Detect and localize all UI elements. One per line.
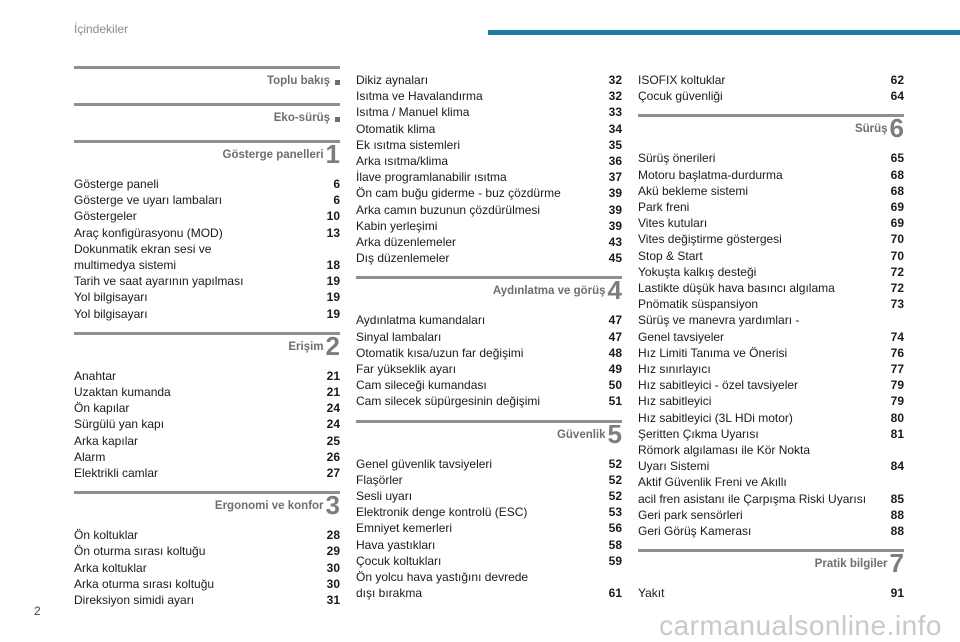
toc-entry[interactable] (638, 199, 904, 215)
toc-entry-page: 35 (608, 137, 622, 152)
toc-entry[interactable] (356, 185, 622, 201)
toc-entry[interactable] (74, 384, 340, 400)
toc-entry-text: Cam silecek süpürgesinin değişimi (356, 394, 541, 409)
toc-entry[interactable] (74, 400, 340, 416)
toc-entry-text: Aydınlatma kumandaları (356, 313, 486, 328)
toc-entry[interactable] (638, 523, 904, 539)
toc-entry-text: Otomatik klima (356, 121, 436, 136)
toc-entry[interactable] (74, 449, 340, 465)
toc-entry-page: 33 (608, 105, 622, 120)
toc-entry-page: 53 (608, 505, 622, 520)
toc-entry-text: Vites değiştirme göstergesi (638, 232, 782, 247)
toc-entry[interactable] (638, 426, 904, 442)
section-header (638, 114, 904, 147)
toc-column-1 (74, 66, 340, 618)
toc-entry[interactable] (74, 465, 340, 481)
section-header (74, 103, 340, 130)
section-title: Sürüş (854, 123, 888, 136)
toc-entry-page: 72 (890, 281, 904, 296)
toc-entry[interactable] (356, 250, 622, 266)
toc-entry-text: Direksiyon simidi ayarı (74, 593, 195, 608)
toc-entry[interactable] (74, 289, 340, 305)
toc-entry[interactable] (638, 88, 904, 104)
toc-entry-text: acil fren asistanı ile Çarpışma Riski Uyarısı (638, 491, 867, 506)
toc-section (638, 114, 904, 539)
toc-entry-page: 30 (326, 560, 340, 575)
toc-entry-page: 28 (326, 528, 340, 543)
toc-section (356, 72, 622, 266)
toc-entry-text: Sesli uyarı (356, 489, 413, 504)
section-number: 1 (325, 139, 340, 169)
toc-entry[interactable] (74, 592, 340, 608)
toc-entry[interactable] (638, 215, 904, 231)
toc-entry-page: 51 (608, 394, 622, 409)
toc-entry-text: Flaşörler (356, 472, 403, 487)
toc-entry-page: 37 (608, 170, 622, 185)
toc-entry[interactable] (356, 169, 622, 185)
toc-entry-text: Gösterge ve uyarı lambaları (74, 193, 223, 208)
toc-entry[interactable] (74, 576, 340, 592)
toc-entry[interactable] (638, 329, 904, 345)
toc-entry[interactable] (356, 585, 622, 601)
toc-entry-text: Dokunmatik ekran sesi ve (74, 241, 212, 256)
toc-entry-page: 13 (326, 225, 340, 240)
toc-entry-text: Pnömatik süspansiyon (638, 297, 759, 312)
section-title: Ergonomi ve konfor (214, 500, 324, 513)
toc-entry-text: Tarih ve saat ayarının yapılması (74, 274, 244, 289)
toc-entry-text: Cam sileceği kumandası (356, 378, 487, 393)
toc-entry-text: Uzaktan kumanda (74, 385, 171, 400)
toc-entry-text: Ön oturma sırası koltuğu (74, 544, 206, 559)
toc-entry-page: 6 (333, 193, 340, 208)
toc-entry-text: Ek ısıtma sistemleri (356, 137, 461, 152)
toc-section (74, 140, 340, 322)
toc-entry-page: 19 (326, 274, 340, 289)
toc-entry-page: 10 (326, 209, 340, 224)
toc-section (356, 276, 622, 409)
toc-entry[interactable] (356, 345, 622, 361)
section-header (74, 491, 340, 524)
toc-entry-page: 65 (890, 151, 904, 166)
toc-entry-page: 68 (890, 167, 904, 182)
toc-entry-text: Alarm (74, 449, 106, 464)
toc-entry[interactable] (74, 368, 340, 384)
toc-entry[interactable] (356, 202, 622, 218)
toc-entry-text: Ön cam buğu giderme - buz çözdürme (356, 186, 561, 201)
toc-entry[interactable] (638, 167, 904, 183)
toc-entry-text: Şeritten Çıkma Uyarısı (638, 426, 759, 441)
toc-entry-text: Hız sabitleyici - özel tavsiyeler (638, 378, 799, 393)
toc-entry[interactable] (356, 88, 622, 104)
toc-entry-page: 68 (890, 183, 904, 198)
toc-entry[interactable] (638, 361, 904, 377)
toc-entry-text: dışı bırakma (356, 586, 423, 601)
toc-entry-text: Kabin yerleşimi (356, 218, 438, 233)
toc-entry[interactable] (74, 208, 340, 224)
toc-entry[interactable] (356, 104, 622, 120)
toc-entry-page: 47 (608, 313, 622, 328)
toc-entry-page: 32 (608, 89, 622, 104)
toc-entry[interactable] (638, 183, 904, 199)
toc-entry[interactable] (74, 273, 340, 289)
toc-entry-text: Ön kapılar (74, 401, 130, 416)
toc-entry-text: Hız sınırlayıcı (638, 362, 711, 377)
toc-entry-text: Geri park sensörleri (638, 507, 743, 522)
toc-entry-text: Araç konfigürasyonu (MOD) (74, 225, 223, 240)
toc-entry-page: 39 (608, 186, 622, 201)
toc-entry-page: 88 (890, 507, 904, 522)
toc-entry-page: 61 (608, 586, 622, 601)
toc-entry-text: Ön yolcu hava yastığını devrede (356, 570, 529, 585)
toc-entry-text: Römork algılaması ile Kör Nokta (638, 443, 811, 458)
toc-entry-page: 47 (608, 329, 622, 344)
toc-entry-page: 69 (890, 200, 904, 215)
toc-entry-text: Isıtma ve Havalandırma (356, 89, 483, 104)
toc-entry-text: Dikiz aynaları (356, 73, 429, 87)
toc-entry[interactable] (638, 491, 904, 507)
toc-entry[interactable] (638, 280, 904, 296)
toc-entry-text: Hava yastıkları (356, 537, 436, 552)
toc-entry-text: Yol bilgisayarı (74, 306, 148, 321)
toc-entry-text: Arka düzenlemeler (356, 235, 457, 250)
toc-entry[interactable] (356, 72, 622, 88)
toc-entry-page: 19 (326, 290, 340, 305)
toc-entry-text: Emniyet kemerleri (356, 521, 453, 536)
toc-entry[interactable] (356, 137, 622, 153)
toc-entry[interactable] (356, 553, 622, 569)
toc-entry[interactable] (74, 241, 340, 257)
toc-entry-page: 36 (608, 154, 622, 169)
toc-entry-page: 72 (890, 264, 904, 279)
toc-entry-text: Sürgülü yan kapı (74, 417, 165, 432)
section-title: Toplu bakış (266, 75, 330, 87)
section-number: 6 (889, 113, 904, 144)
toc-section (356, 420, 622, 602)
toc-entry[interactable] (638, 458, 904, 474)
section-title: Gösterge panelleri (222, 149, 324, 161)
toc-entry[interactable] (356, 361, 622, 377)
section-number: 4 (607, 275, 622, 306)
toc-entry-text: Geri Görüş Kamerası (638, 524, 752, 539)
header-title: İçindekiler (74, 22, 129, 36)
section-header (356, 420, 622, 453)
section-header (74, 66, 340, 93)
toc-entry-text: Uyarı Sistemi (638, 459, 710, 474)
toc-entry[interactable] (356, 520, 622, 536)
toc-entry[interactable] (356, 329, 622, 345)
section-number: 2 (325, 330, 340, 361)
toc-entry[interactable] (74, 176, 340, 192)
toc-entry-page: 81 (890, 426, 904, 441)
toc-entry-page: 73 (890, 297, 904, 312)
toc-entry-page: 70 (890, 232, 904, 247)
toc-entry-text: İlave programlanabilir ısıtma (356, 170, 507, 185)
toc-entry-text: Vites kutuları (638, 216, 708, 231)
toc-entry-page: 48 (608, 345, 622, 360)
toc-entry[interactable] (356, 312, 622, 328)
toc-entry[interactable] (638, 474, 904, 490)
toc-entry[interactable] (74, 560, 340, 576)
toc-entry[interactable] (74, 543, 340, 559)
toc-entry-text: Gösterge paneli (74, 177, 159, 191)
toc-entry-page: 21 (326, 385, 340, 400)
section-title: Erişim (288, 340, 324, 353)
header-accent-bar (488, 30, 960, 35)
toc-entry-text: Genel tavsiyeler (638, 329, 725, 344)
toc-entry[interactable] (74, 192, 340, 208)
toc-entry-page: 50 (608, 378, 622, 393)
toc-entry-text: Sinyal lambaları (356, 329, 442, 344)
toc-entry-page: 64 (890, 89, 904, 104)
toc-entry[interactable] (356, 456, 622, 472)
toc-entry-text: Park freni (638, 200, 690, 215)
toc-entry-text: Elektronik denge kontrolü (ESC) (356, 505, 528, 520)
page-number: 2 (34, 604, 41, 618)
toc-entry-text: Hız Limiti Tanıma ve Önerisi (638, 345, 788, 360)
toc-entry-page: 62 (890, 73, 904, 87)
toc-section (638, 72, 904, 104)
toc-section (74, 491, 340, 608)
toc-entry[interactable] (356, 488, 622, 504)
toc-entry-text: Genel güvenlik tavsiyeleri (356, 456, 493, 471)
toc-entry[interactable] (638, 312, 904, 328)
toc-entry-text: Arka ısıtma/klima (356, 154, 449, 169)
toc-column-3 (638, 72, 904, 611)
toc-entry-text: Motoru başlatma-durdurma (638, 167, 783, 182)
toc-entry-text: Ön koltuklar (74, 528, 139, 543)
toc-entry-page: 79 (890, 394, 904, 409)
section-number: 5 (607, 418, 622, 449)
toc-entry-page: 6 (333, 177, 340, 191)
toc-entry[interactable] (638, 507, 904, 523)
toc-entry[interactable] (638, 72, 904, 88)
toc-entry-text: Arka koltuklar (74, 560, 147, 575)
toc-entry[interactable] (638, 410, 904, 426)
toc-entry[interactable] (638, 442, 904, 458)
toc-entry-text: ISOFIX koltuklar (638, 73, 726, 87)
toc-entry-text: Aktif Güvenlik Freni ve Akıllı (638, 475, 787, 490)
toc-entry-page: 52 (608, 472, 622, 487)
toc-entry[interactable] (638, 585, 904, 601)
toc-entry-page: 19 (326, 306, 340, 321)
toc-entry-page: 74 (890, 329, 904, 344)
toc-entry[interactable] (638, 345, 904, 361)
section-header (74, 140, 340, 173)
toc-entry-page: 79 (890, 378, 904, 393)
toc-entry[interactable] (356, 218, 622, 234)
toc-entry-page: 91 (890, 586, 904, 601)
toc-entry-page: 59 (608, 553, 622, 568)
toc-entry-text: Hız sabitleyici (638, 394, 712, 409)
toc-entry-page: 77 (890, 362, 904, 377)
toc-entry-text: Anahtar (74, 368, 117, 383)
toc-entry-page: 56 (608, 521, 622, 536)
toc-entry-page: 45 (608, 251, 622, 266)
toc-entry-page: 49 (608, 362, 622, 377)
toc-entry[interactable] (74, 306, 340, 322)
section-header (74, 332, 340, 365)
toc-column-2 (356, 72, 622, 611)
toc-section (74, 103, 340, 130)
toc-entry-page: 39 (608, 202, 622, 217)
toc-entry[interactable] (74, 433, 340, 449)
toc-entry-text: Akü bekleme sistemi (638, 183, 749, 198)
toc-entry-text: Arka kapılar (74, 433, 139, 448)
toc-entry-text: Çocuk güvenliği (638, 89, 723, 104)
toc-entry[interactable] (638, 377, 904, 393)
toc-entry[interactable] (356, 393, 622, 409)
toc-entry[interactable] (356, 234, 622, 250)
toc-entry-text: Far yükseklik ayarı (356, 362, 457, 377)
toc-entry-text: Isıtma / Manuel klima (356, 105, 470, 120)
toc-entry-page: 69 (890, 216, 904, 231)
toc-entry-text: multimedya sistemi (74, 258, 177, 273)
toc-entry[interactable] (638, 264, 904, 280)
toc-entry[interactable] (356, 153, 622, 169)
toc-entry-page: 39 (608, 218, 622, 233)
section-title: Eko-sürüş (273, 112, 330, 124)
toc-entry[interactable] (74, 527, 340, 543)
toc-entry-page: 85 (890, 491, 904, 506)
toc-entry-text: Stop & Start (638, 248, 703, 263)
toc-entry-page: 25 (326, 433, 340, 448)
toc-entry-page: 29 (326, 544, 340, 559)
toc-entry-page: 58 (608, 537, 622, 552)
toc-entry[interactable] (638, 393, 904, 409)
toc-entry-page: 34 (608, 121, 622, 136)
toc-entry-text: Çocuk koltukları (356, 553, 442, 568)
toc-entry-page: 24 (326, 417, 340, 432)
toc-entry-text: Elektrikli camlar (74, 466, 159, 481)
toc-entry-text: Dış düzenlemeler (356, 251, 450, 266)
toc-entry-text: Arka oturma sırası koltuğu (74, 576, 215, 591)
toc-entry-page: 88 (890, 524, 904, 539)
toc-entry[interactable] (356, 569, 622, 585)
toc-entry[interactable] (638, 231, 904, 247)
toc-section (74, 66, 340, 93)
toc-entry-page: 26 (326, 449, 340, 464)
toc-entry-text: Göstergeler (74, 209, 137, 224)
toc-entry-text: Lastikte düşük hava basıncı algılama (638, 281, 835, 296)
toc-entry-page: 31 (326, 593, 340, 608)
section-title: Güvenlik (556, 428, 606, 441)
toc-entry[interactable] (74, 416, 340, 432)
toc-entry-page: 43 (608, 235, 622, 250)
toc-entry[interactable] (74, 257, 340, 273)
section-bullet-icon (335, 117, 340, 122)
toc-entry-page: 30 (326, 576, 340, 591)
toc-entry[interactable] (638, 248, 904, 264)
section-header (638, 549, 904, 582)
toc-entry[interactable] (638, 150, 904, 166)
toc-entry-page: 24 (326, 401, 340, 416)
toc-entry-page: 52 (608, 489, 622, 504)
toc-entry-page: 18 (326, 258, 340, 273)
section-bullet-icon (335, 80, 340, 85)
toc-entry-page: 32 (608, 73, 622, 87)
toc-entry-text: Sürüş ve manevra yardımları - (638, 313, 800, 328)
toc-entry-text: Yakıt (638, 586, 665, 601)
toc-entry-page: 27 (326, 466, 340, 481)
toc-entry-page: 80 (890, 410, 904, 425)
toc-entry-page: 52 (608, 456, 622, 471)
toc-entry[interactable] (356, 537, 622, 553)
toc-section (74, 332, 340, 481)
toc-entry[interactable] (356, 472, 622, 488)
toc-entry[interactable] (74, 225, 340, 241)
toc-entry[interactable] (356, 377, 622, 393)
toc-entry-text: Hız sabitleyici (3L HDi motor) (638, 410, 793, 425)
toc-entry-text: Yokuşta kalkış desteği (638, 264, 757, 279)
toc-entry-page: 21 (326, 368, 340, 383)
toc-entry[interactable] (638, 296, 904, 312)
toc-entry-text: Arka camın buzunun çözdürülmesi (356, 202, 541, 217)
toc-entry-page: 84 (890, 459, 904, 474)
toc-entry[interactable] (356, 121, 622, 137)
watermark-text: carmanualsonline.info (659, 610, 942, 641)
toc-entry-text: Otomatik kısa/uzun far değişimi (356, 345, 524, 360)
toc-entry-text: Sürüş önerileri (638, 151, 716, 166)
section-title: Aydınlatma ve görüş (492, 285, 606, 298)
section-header (356, 276, 622, 309)
toc-entry-text: Yol bilgisayarı (74, 290, 148, 305)
section-number: 7 (889, 548, 904, 579)
section-title: Pratik bilgiler (814, 558, 888, 571)
toc-entry-page: 76 (890, 345, 904, 360)
section-number: 3 (325, 490, 340, 521)
toc-entry-page: 70 (890, 248, 904, 263)
toc-section (638, 549, 904, 601)
toc-entry[interactable] (356, 504, 622, 520)
